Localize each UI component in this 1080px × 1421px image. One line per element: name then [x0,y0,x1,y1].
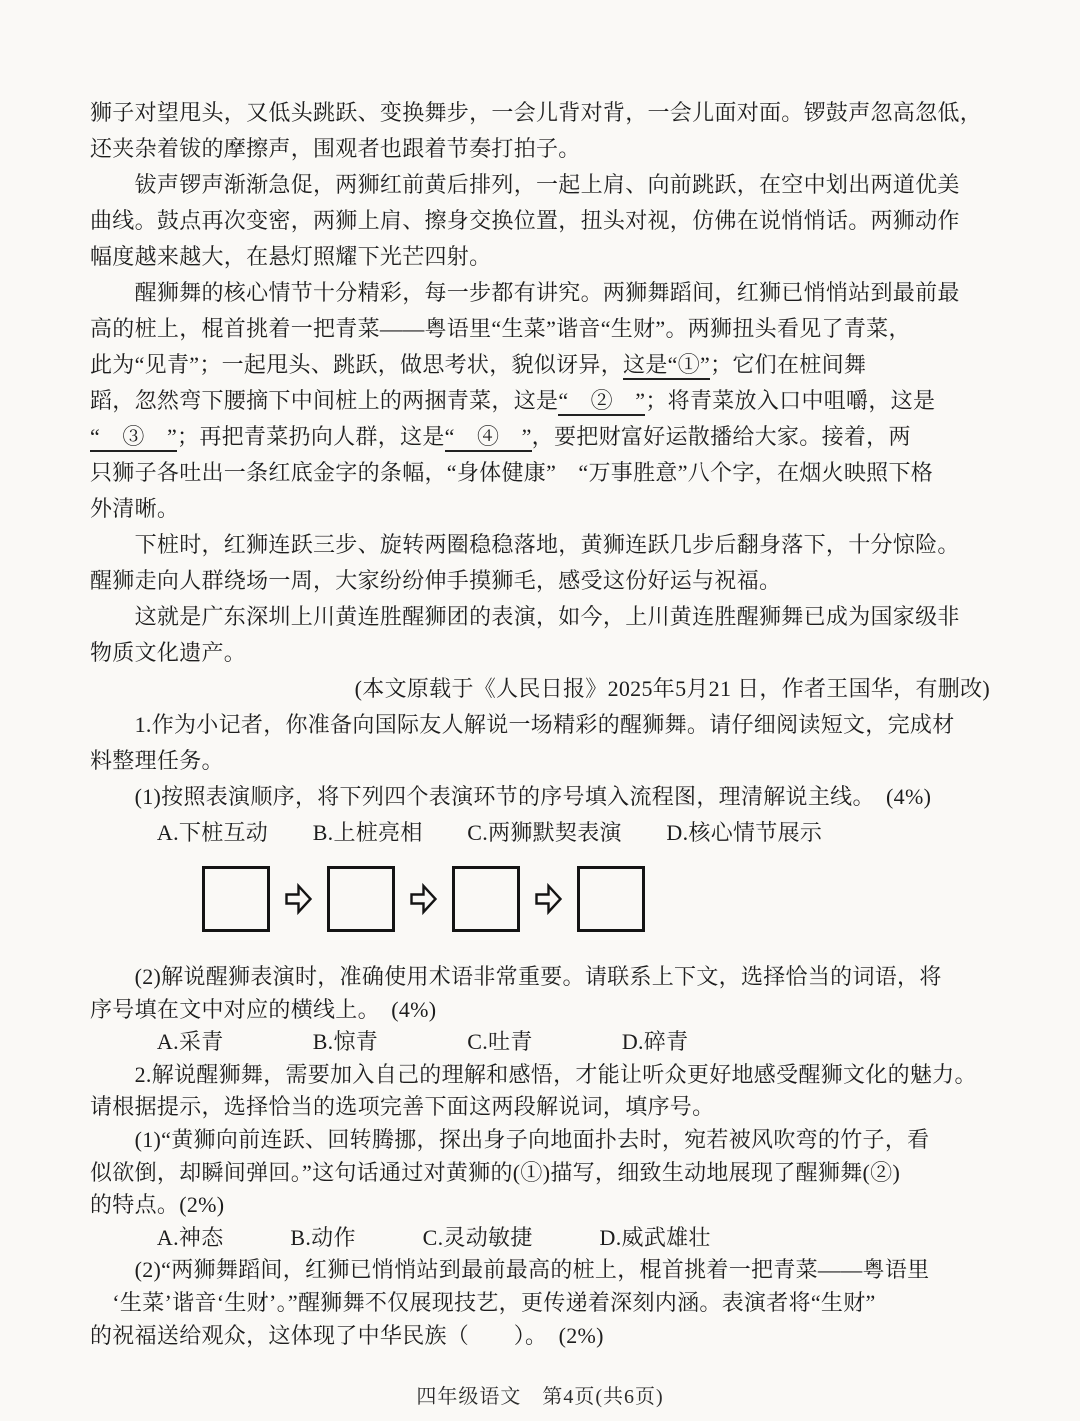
article-line [90,275,990,311]
question-1-2-options [90,1026,990,1059]
text-run: 狮子对望甩头，又低头跳跃、变换舞步，一会儿背对背，一会儿面对面。锣鼓声忽高忽低， [90,100,983,125]
question-2-2-prompt-line [90,1287,990,1320]
text-run: 醒狮舞的核心情节十分精彩，每一步都有讲究。两狮舞蹈间，红狮已悄悄站到最前最 [90,280,960,305]
page-footer: 四年级语文 第4页(共6页) [416,1386,664,1408]
text-run: 钹声锣声渐渐急促，两狮红前黄后排列，一起上肩、向前跳跃，在空中划出两道优美 [90,172,960,197]
article-line-with-blank-1 [90,347,990,383]
text-run: 外清晰。 [90,496,180,521]
question-2-1-prompt-line [90,1189,990,1222]
underlined-blank: “ ④ ” [445,424,532,452]
text-run: 物质文化遗产。 [90,640,247,665]
text-run: A.采青 B.惊青 C.吐青 D.碎青 [90,1029,689,1055]
text-run: (本文原载于《人民日报》2025年5月21 日，作者王国华，有删改) [354,676,990,701]
text-run: 幅度越来越大，在悬灯照耀下光芒四射。 [90,244,492,269]
text-run: (1)按照表演顺序，将下列四个表演环节的序号填入流程图，理清解说主线。 (4%) [90,784,932,809]
text-run: 只狮子各吐出一条红底金字的条幅，“身体健康” “万事胜意”八个字，在烟火映照下格 [90,460,934,485]
article-line [90,563,990,599]
text-run: ；将青菜放入口中咀嚼，这是 [645,388,936,413]
source-attribution [90,671,990,707]
text-run: ‘生菜’谐音‘生财’。”醒狮舞不仅展现技艺，更传递着深刻内涵。表演者将“生财” [90,1289,876,1315]
article-line-with-blank-3-4 [90,419,990,455]
text-run: 的祝福送给观众，这体现了中华民族（ ）。 (2%) [90,1322,604,1348]
article-line [90,167,990,203]
article-line [90,455,990,491]
question-2-1-prompt-line [90,1157,990,1190]
questions-text-block [90,961,990,1352]
question-1-1-prompt [90,779,990,815]
question-1-1-options [90,815,990,851]
article-line [90,599,990,635]
flow-arrow-icon [535,881,562,917]
flow-arrow-icon [285,881,312,917]
question-2-intro-line [90,1059,990,1092]
sequence-flowchart [202,866,645,932]
text-run: 的特点。(2%) [90,1192,225,1218]
text-run: (2)“两狮舞蹈间，红狮已悄悄站到最前最高的桩上，棍首挑着一把青菜——粤语里 [90,1257,930,1283]
text-run: 高的桩上，棍首挑着一把青菜——粤语里“生菜”谐音“生财”。两狮扭头看见了青菜， [90,316,911,341]
flowchart-answer-box-2 [327,866,395,932]
text-run: (2)解说醒狮表演时，准确使用术语非常重要。请联系上下文，选择恰当的词语，将 [90,964,942,989]
text-run: (1)“黄狮向前连跃、回转腾挪，探出身子向地面扑去时，宛若被风吹弯的竹子，看 [90,1126,930,1152]
question-1-intro-line [90,707,990,743]
article-line [90,203,990,239]
underlined-blank: 这是“①” [623,352,710,380]
underlined-blank: “ ③ ” [90,424,177,452]
text-run: 1.作为小记者，你准备向国际友人解说一场精彩的醒狮舞。请仔细阅读短文，完成材 [90,712,955,737]
article-line [90,527,990,563]
text-run: 序号填在文中对应的横线上。 (4%) [90,996,437,1022]
article-line [90,491,990,527]
text-run: 似欲倒，却瞬间弹回。”这句话通过对黄狮的(①)描写，细致生动地展现了醒狮舞(②) [90,1159,901,1185]
question-1-2-prompt-line [90,994,990,1027]
article-text-block [90,95,990,851]
text-run: 下桩时，红狮连跃三步、旋转两圈稳稳落地，黄狮连跃几步后翻身落下，十分惊险。 [90,532,960,557]
question-2-2-prompt-line [90,1254,990,1287]
text-run: 还夹杂着钹的摩擦声，围观者也跟着节奏打拍子。 [90,136,581,161]
article-line [90,311,990,347]
text-run: 蹈，忽然弯下腰摘下中间桩上的两捆青菜，这是 [90,388,559,413]
question-1-2-prompt-line [90,961,990,994]
text-run: 此为“见青”；一起甩头、跳跃，做思考状，貌似讶异， [90,352,624,377]
text-run: 这就是广东深圳上川黄连胜醒狮团的表演，如今，上川黄连胜醒狮舞已成为国家级非 [90,604,960,629]
article-line [90,131,990,167]
text-run: 2.解说醒狮舞，需要加入自己的理解和感悟，才能让听众更好地感受醒狮文化的魅力。 [90,1061,977,1087]
text-run: 请根据提示，选择恰当的选项完善下面这两段解说词，填序号。 [90,1094,715,1120]
question-2-intro-line [90,1091,990,1124]
text-run: 料整理任务。 [90,748,224,773]
question-1-intro-line [90,743,990,779]
text-run: ；再把青菜扔向人群，这是 [177,424,445,449]
text-run: ，要把财富好运散播给大家。接着，两 [531,424,911,449]
article-line [90,95,990,131]
question-2-1-options [90,1222,990,1255]
question-2-1-prompt-line [90,1124,990,1157]
text-run: 醒狮走向人群绕场一周，大家纷纷伸手摸狮毛，感受这份好运与祝福。 [90,568,782,593]
underlined-blank: “ ② ” [558,388,645,416]
article-line-with-blank-2 [90,383,990,419]
flowchart-answer-box-1 [202,866,270,932]
question-2-2-prompt-line [90,1320,990,1353]
article-line [90,239,990,275]
article-line [90,635,990,671]
flowchart-answer-box-3 [452,866,520,932]
text-run: A.下桩互动 B.上桩亮相 C.两狮默契表演 D.核心情节展示 [90,820,823,845]
text-run: ；它们在桩间舞 [710,352,867,377]
text-run: A.神态 B.动作 C.灵动敏捷 D.威武雄壮 [90,1224,711,1250]
flowchart-answer-box-4 [577,866,645,932]
flow-arrow-icon [410,881,437,917]
text-run: 曲线。鼓点再次变密，两狮上肩、擦身交换位置，扭头对视，仿佛在说悄悄话。两狮动作 [90,208,960,233]
